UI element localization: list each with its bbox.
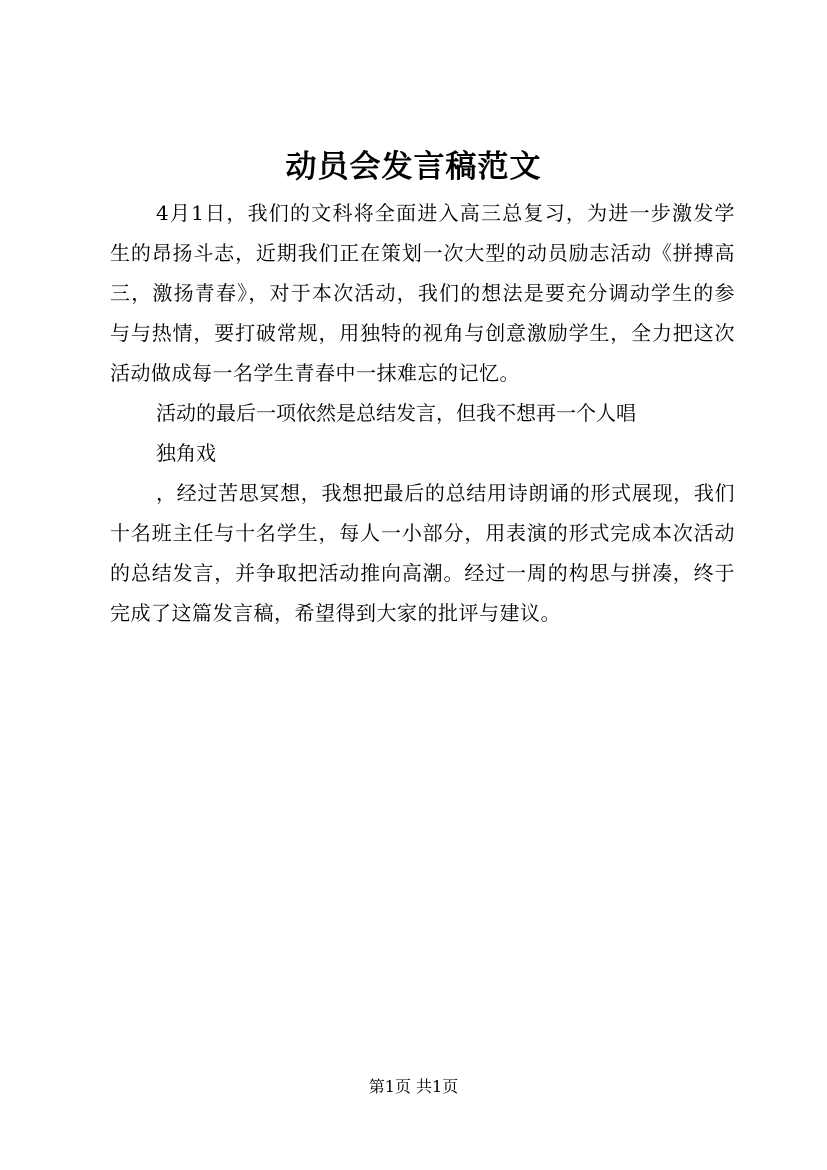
paragraph-2: 活动的最后一项依然是总结发言，但我不想再一个人唱: [156, 401, 636, 425]
paragraph-3: 独角戏: [156, 441, 216, 465]
paragraph-1: 4月1日，我们的文科将全面进入高三总复习，为进一步激发学生的昂扬斗志，近期我们正在策划一次大型的动员励志活动《拼搏高三，激扬青春》，对于本次活动，我们的想法是要充分调动学生的参与与热情，要打破常规，用独特的视角与创意激励学生，全力把这次活动做成每一名学生青春中一抹难忘的记忆。: [110, 201, 735, 385]
document-body: [110, 193, 735, 633]
document-title: 动员会发言稿范文: [285, 149, 542, 185]
page-footer: 第1页 共1页: [368, 1077, 459, 1096]
paragraph-4: ，经过苦思冥想，我想把最后的总结用诗朗诵的形式展现，我们十名班主任与十名学生，每人一小部分，用表演的形式完成本次活动的总结发言，并争取把活动推向高潮。经过一周的构思与拼凑，终于完成了这篇发言稿，希望得到大家的批评与建议。: [110, 481, 735, 625]
